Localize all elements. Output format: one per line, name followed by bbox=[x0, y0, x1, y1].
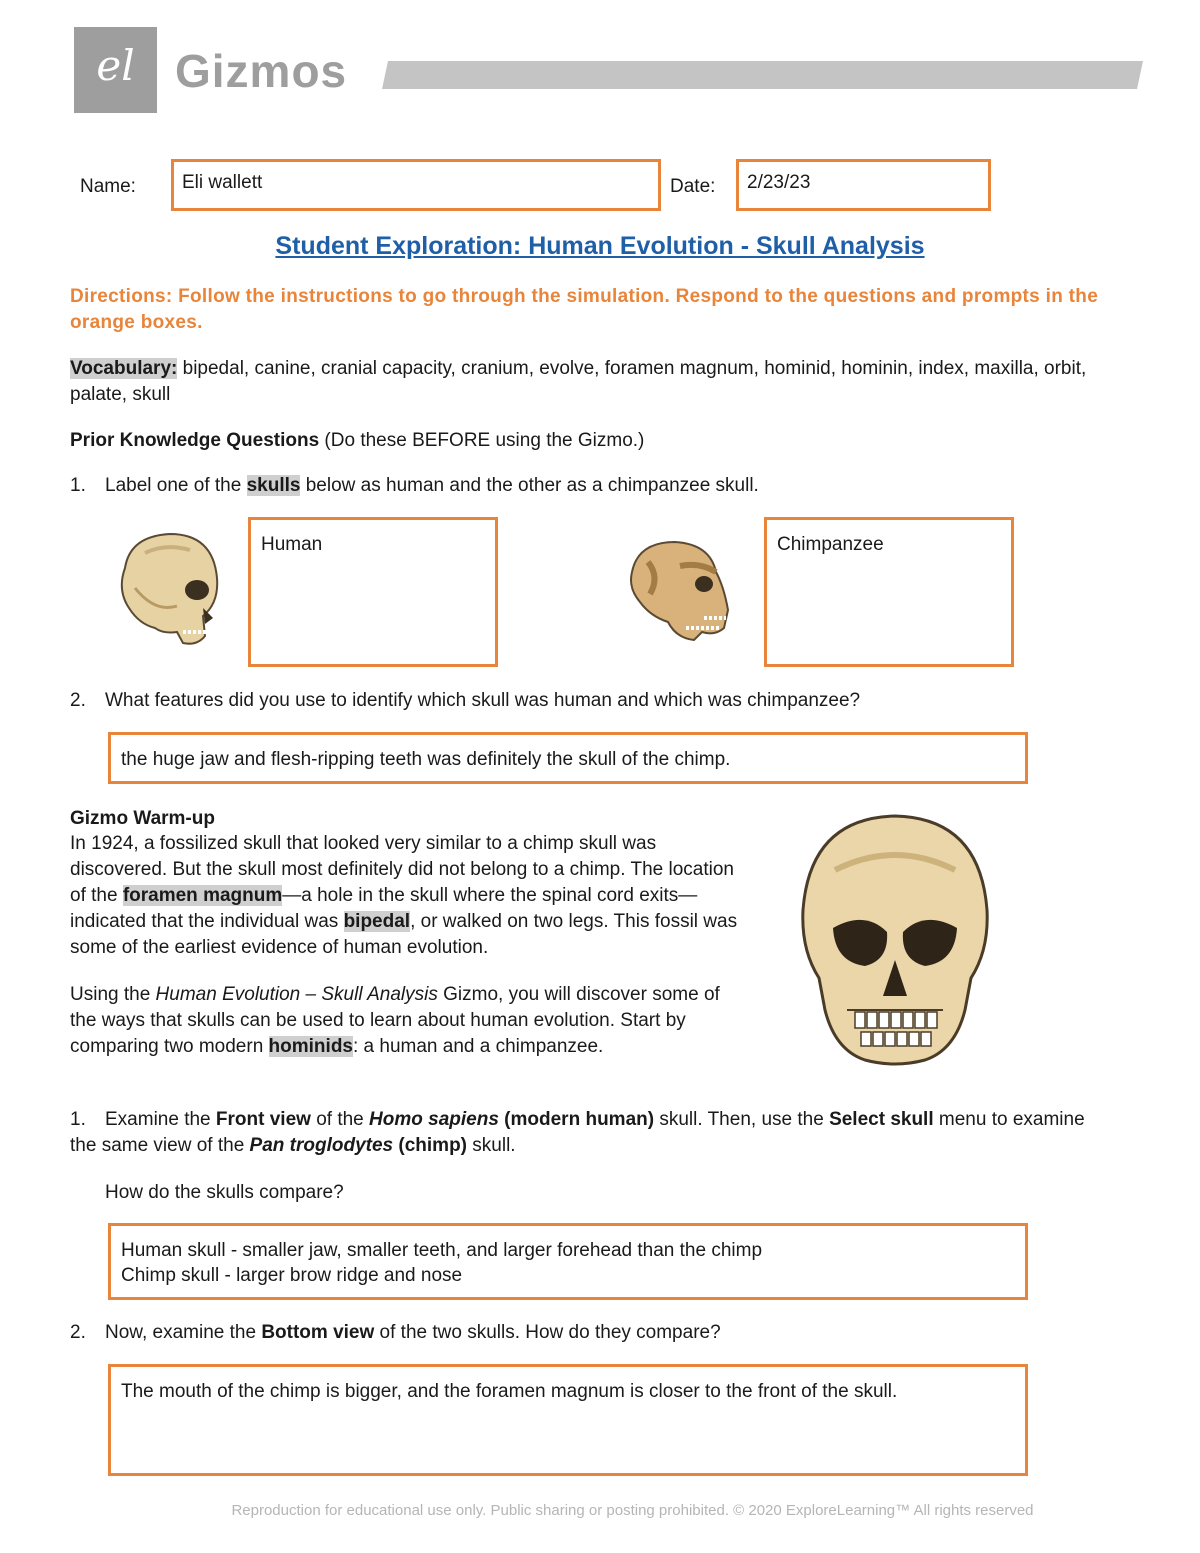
highlight-term: hominids bbox=[268, 1036, 353, 1057]
name-field[interactable]: Eli wallett bbox=[171, 159, 661, 211]
paragraph-text: Using the bbox=[70, 984, 156, 1005]
paragraph-text: : a human and a chimpanzee. bbox=[353, 1036, 604, 1057]
highlight-term: foramen magnum bbox=[122, 885, 283, 906]
highlight-term: bipedal bbox=[343, 911, 411, 932]
question-text: below as human and the other as a chimpanzee skull. bbox=[300, 475, 759, 496]
brand-name: Gizmos bbox=[175, 45, 348, 97]
bold-term: Bottom view bbox=[261, 1322, 375, 1343]
chimpanzee-skull-image bbox=[620, 532, 735, 647]
answer-box-1[interactable] bbox=[108, 1223, 1028, 1300]
paragraph-text: —a hole in the skull where the spinal cord exits—indicated that the individual was bbox=[70, 885, 698, 932]
question-text: of the bbox=[310, 1109, 370, 1130]
page-title: Student Exploration: Human Evolution - Skull Analysis bbox=[275, 232, 925, 260]
question-number: 2. bbox=[70, 690, 86, 711]
question-number: 1. bbox=[70, 475, 86, 496]
prior-question-1 bbox=[70, 473, 759, 499]
species-name: Homo sapiens bbox=[369, 1109, 499, 1130]
header-bar bbox=[382, 61, 1143, 89]
name-label: Name: bbox=[80, 176, 136, 197]
question-text: Now, examine the bbox=[105, 1322, 262, 1343]
bold-term: (chimp) bbox=[393, 1135, 468, 1156]
question-text: of the two skulls. How do they compare? bbox=[374, 1322, 721, 1343]
warmup-heading: Gizmo Warm-up bbox=[70, 808, 215, 829]
prior-note: (Do these BEFORE using the Gizmo.) bbox=[319, 430, 645, 451]
date-label: Date: bbox=[670, 176, 716, 197]
human-skull-image bbox=[105, 528, 230, 653]
paragraph-text: Gizmo, you will discover some of the ways that skulls can be used to learn about human evolution. Start by comparing two modern bbox=[70, 984, 720, 1057]
paragraph-text: In 1924, a fossilized skull that looked very similar to a chimp skull was discovered. But the skull most definitely did not belong to a chimp. The location of the bbox=[70, 833, 734, 906]
label-box-chimpanzee[interactable]: Chimpanzee bbox=[764, 517, 1014, 667]
date-field[interactable]: 2/23/23 bbox=[736, 159, 991, 211]
question-1 bbox=[70, 1107, 1115, 1159]
directions: Directions: Follow the instructions to go through the simulation. Respond to the questions and prompts in the orange boxes. bbox=[70, 286, 1099, 333]
label-box-human[interactable]: Human bbox=[248, 517, 498, 667]
question-text: What features did you use to identify which skull was human and which was chimpanzee? bbox=[105, 690, 861, 711]
footer-copyright: Reproduction for educational use only. Public sharing or posting prohibited. © 2020 ExploreLearning™ All rights reserved bbox=[231, 1502, 1034, 1519]
gizmo-name: Human Evolution – Skull Analysis bbox=[155, 984, 438, 1005]
vocabulary-label: Vocabulary: bbox=[70, 358, 178, 379]
prior-question-2 bbox=[70, 688, 860, 714]
question-text: Label one of the bbox=[105, 475, 247, 496]
species-name: Pan troglodytes bbox=[249, 1135, 394, 1156]
prior-heading-text: Prior Knowledge Questions bbox=[70, 430, 320, 451]
bold-term: Front view bbox=[215, 1109, 311, 1130]
answer-box-prior-2[interactable]: the huge jaw and flesh-ripping teeth was definitely the skull of the chimp. bbox=[108, 732, 1028, 784]
question-1-prompt: How do the skulls compare? bbox=[105, 1182, 344, 1203]
logo-glyph: el bbox=[96, 41, 135, 90]
answer-line: Chimp skull - larger brow ridge and nose bbox=[121, 1265, 463, 1286]
prior-knowledge-heading bbox=[70, 428, 644, 454]
answer-box-2[interactable]: The mouth of the chimp is bigger, and the foramen magnum is closer to the front of the skull. bbox=[108, 1364, 1028, 1476]
question-number: 2. bbox=[70, 1322, 86, 1343]
bold-term: Select skull bbox=[829, 1109, 934, 1130]
bold-term: (modern human) bbox=[498, 1109, 655, 1130]
highlight-term: skulls bbox=[246, 475, 301, 496]
question-number: 1. bbox=[70, 1109, 86, 1130]
question-text: menu to examine the same view of the bbox=[70, 1109, 1085, 1156]
answer-line: Human skull - smaller jaw, smaller teeth, and larger forehead than the chimp bbox=[121, 1240, 763, 1261]
question-text: skull. Then, use the bbox=[654, 1109, 830, 1130]
question-2 bbox=[70, 1320, 721, 1346]
warmup-paragraph-1 bbox=[70, 831, 750, 961]
vocabulary bbox=[70, 356, 1120, 408]
explorelearning-logo bbox=[74, 27, 157, 113]
paragraph-text: , or walked on two legs. This fossil was some of the earliest evidence of human evolution. bbox=[70, 911, 738, 958]
skull-front-image bbox=[795, 810, 995, 1075]
warmup-paragraph-2 bbox=[70, 982, 750, 1060]
question-text: Examine the bbox=[105, 1109, 216, 1130]
vocabulary-text: bipedal, canine, cranial capacity, cranium, evolve, foramen magnum, hominid, hominin, index, maxilla, orbit, palate, skull bbox=[70, 358, 1087, 405]
question-text: skull. bbox=[467, 1135, 516, 1156]
